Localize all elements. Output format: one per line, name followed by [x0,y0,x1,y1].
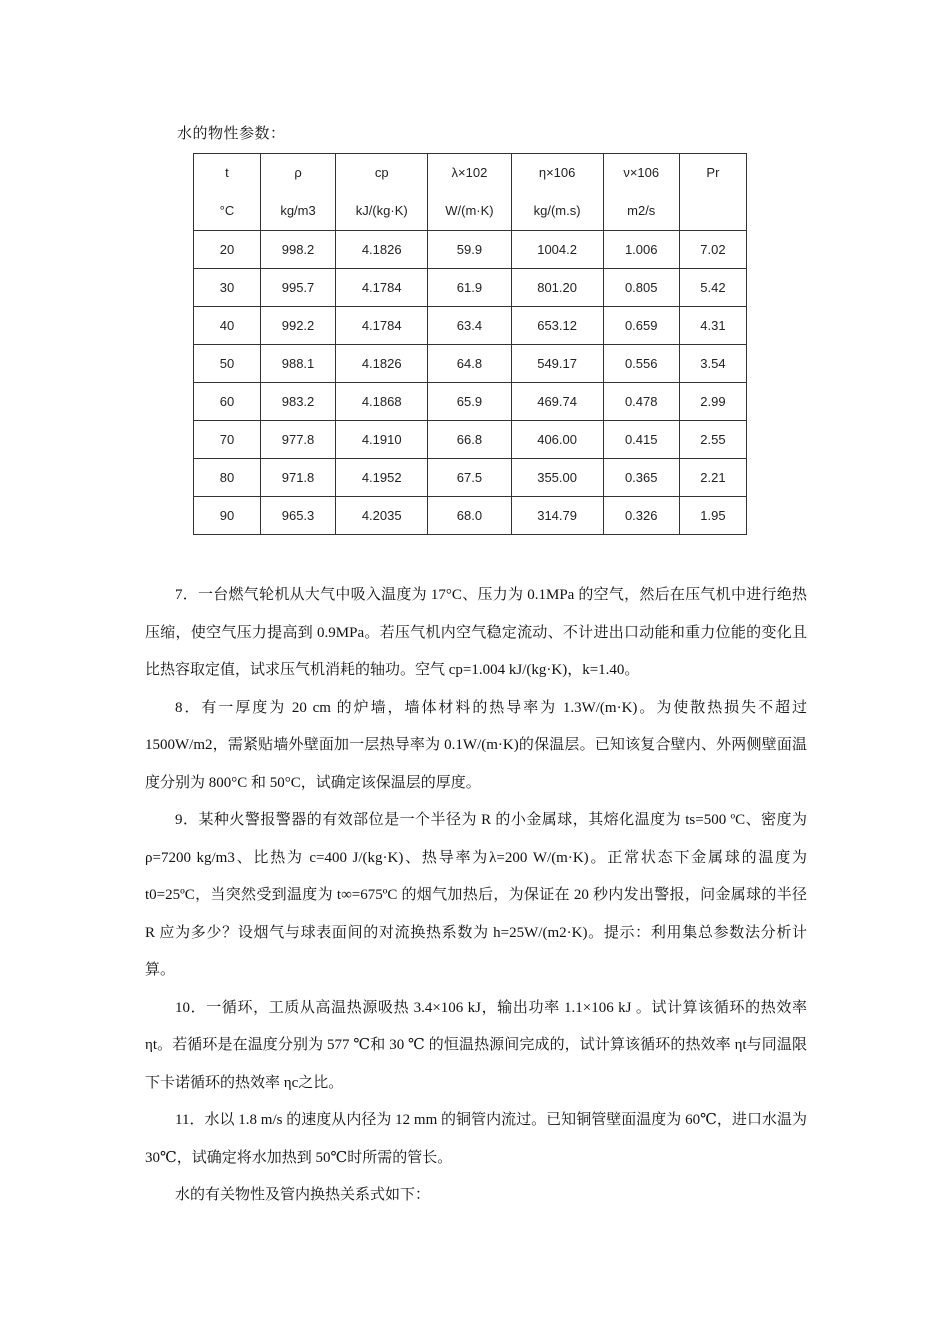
header-cell [428,154,511,231]
table-cell: 0.478 [603,383,679,421]
table-cell: 0.556 [603,345,679,383]
table-header-row [194,154,747,231]
header-cell [511,154,603,231]
header-unit: m2/s [627,203,656,218]
table-cell: 653.12 [511,307,603,345]
header-unit: kJ/(kg·K) [355,203,408,218]
table-cell: 63.4 [428,307,511,345]
table-cell: 995.7 [260,269,335,307]
table-row [194,231,747,269]
table-cell: 0.659 [603,307,679,345]
table-cell: 59.9 [428,231,511,269]
table-cell: 1004.2 [511,231,603,269]
table-cell: 4.1784 [336,269,428,307]
table-cell: 406.00 [511,421,603,459]
table-cell: 549.17 [511,345,603,383]
table-cell: 70 [194,421,261,459]
table-cell: 30 [194,269,261,307]
table-cell: 4.1910 [336,421,428,459]
table-cell: 4.1826 [336,231,428,269]
table-row [194,459,747,497]
problem-9: 9．某种火警报警器的有效部位是一个半径为 R 的小金属球，其熔化温度为 ts=500 ºC、密度为ρ=7200 kg/m3、比热为 c=400 J/(kg·K)、热导率为λ=200 W/(m·K)。正常状态下金属球的温度为 t0=25ºC，当突然受到温度为 t∞=675ºC 的烟气加热后，为保证在 20 秒内发出警报，问金属球的半径 R 应为多少？设烟气与球表面间的对流换热系数为 h=25W/(m2·K)。提示：利用集总参数法分析计算。 [145,812,807,978]
table-cell: 68.0 [428,497,511,535]
table-cell: 60 [194,383,261,421]
table-cell: 988.1 [260,345,335,383]
water-properties-note: 水的有关物性及管内换热关系式如下： [175,1187,431,1203]
header-cell [336,154,428,231]
table-row [194,497,747,535]
table-row [194,269,747,307]
problem-list [145,577,807,1215]
table-cell: 983.2 [260,383,335,421]
table-cell: 4.2035 [336,497,428,535]
header-cell [679,154,746,231]
table-cell: 64.8 [428,345,511,383]
problem-11: 11．水以 1.8 m/s 的速度从内径为 12 mm 的铜管内流过。已知铜管壁面温度为 60℃，进口水温为 30℃，试确定将水加热到 50℃时所需的管长。 [145,1112,807,1166]
table-cell: 469.74 [511,383,603,421]
table-cell: 66.8 [428,421,511,459]
table-cell: 0.326 [603,497,679,535]
table-cell: 0.805 [603,269,679,307]
header-unit: W/(m·K) [445,203,494,218]
header-symbol: ρ [294,165,302,180]
table-cell: 3.54 [679,345,746,383]
table-cell: 90 [194,497,261,535]
table-cell: 1.006 [603,231,679,269]
table-cell: 4.1784 [336,307,428,345]
header-cell [194,154,261,231]
header-unit: kg/m3 [280,203,316,218]
table-cell: 992.2 [260,307,335,345]
table-cell: 801.20 [511,269,603,307]
table-cell: 65.9 [428,383,511,421]
header-cell [260,154,335,231]
table-cell: 7.02 [679,231,746,269]
table-row [194,307,747,345]
table-cell: 2.55 [679,421,746,459]
table-cell: 50 [194,345,261,383]
table-cell: 0.365 [603,459,679,497]
problem-8: 8．有一厚度为 20 cm 的炉墙，墙体材料的热导率为 1.3W/(m·K)。为使散热损失不超过 1500W/m2，需紧贴墙外壁面加一层热导率为 0.1W/(m·K)的保温层。已知该复合壁内、外两侧壁面温度分别为 800°C 和 50°C，试确定该保温层的厚度。 [145,699,807,791]
header-symbol: cp [374,165,389,180]
problem-10: 10．一循环，工质从高温热源吸热 3.4×106 kJ，输出功率 1.1×106 kJ 。试计算该循环的热效率 ηt。若循环是在温度分别为 577 ℃和 30 ℃ 的恒温热源间完成的，试计算该循环的热效率 ηt与同温限下卡诺循环的热效率 ηc之比。 [145,999,807,1091]
table-cell: 2.99 [679,383,746,421]
header-unit: kg/(m.s) [533,203,581,218]
table-cell: 5.42 [679,269,746,307]
table-cell: 314.79 [511,497,603,535]
table-cell: 2.21 [679,459,746,497]
table-cell: 998.2 [260,231,335,269]
table-cell: 4.1868 [336,383,428,421]
header-symbol: t [225,165,229,180]
table-row [194,345,747,383]
table-cell: 40 [194,307,261,345]
table-cell: 4.31 [679,307,746,345]
table-cell: 61.9 [428,269,511,307]
table-cell: 977.8 [260,421,335,459]
header-symbol: Pr [706,165,720,180]
header-symbol: ν×106 [623,165,660,180]
header-cell [603,154,679,231]
table-cell: 1.95 [679,497,746,535]
table-caption: 水的物性参数： [177,126,286,142]
table-cell: 67.5 [428,459,511,497]
problem-7: 7．一台燃气轮机从大气中吸入温度为 17°C、压力为 0.1MPa 的空气，然后在压气机中进行绝热压缩，使空气压力提高到 0.9MPa。若压气机内空气稳定流动、不计进出口动能和重力位能的变化且比热容取定值，试求压气机消耗的轴功。空气 cp=1.004 kJ/(kg·K)，k=1.40。 [145,587,807,678]
table-row [194,383,747,421]
header-symbol: η×106 [538,165,576,180]
table-cell: 355.00 [511,459,603,497]
table-cell: 80 [194,459,261,497]
water-properties-table [193,153,747,535]
table-cell: 965.3 [260,497,335,535]
header-unit: °C [219,203,235,218]
table-cell: 4.1826 [336,345,428,383]
table-body [194,231,747,535]
header-symbol: λ×102 [451,165,488,180]
table-cell: 0.415 [603,421,679,459]
table-cell: 20 [194,231,261,269]
table-cell: 971.8 [260,459,335,497]
table-cell: 4.1952 [336,459,428,497]
table-row [194,421,747,459]
